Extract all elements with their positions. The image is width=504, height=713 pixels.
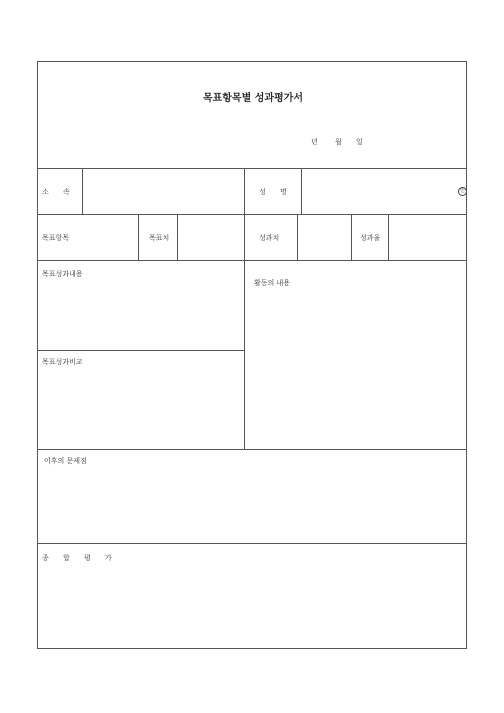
divider-v-goal-value [177,214,178,260]
divider-v-affiliation-value [244,168,245,214]
divider-v-activity [244,260,245,449]
divider-goal-sections [38,350,244,351]
divider-activity [38,449,466,450]
goal-value-label: 목표치 [149,234,170,242]
divider-header [38,168,466,169]
divider-row2 [38,260,466,261]
goal-compare-label: 목표성과비교 [42,358,83,366]
divider-row1 [38,214,466,215]
divider-v-affiliation [82,168,83,214]
form-title: 목표항목별 성과평가서 [202,93,304,104]
divider-v-result-value-value [297,214,298,260]
goal-content-label: 목표성과내용 [42,270,83,278]
name-label: 성 명 [259,188,293,196]
seal-mark: 인 [458,187,467,196]
overall-evaluation-label: 종 합 평 가 [42,554,118,562]
divider-v-name [301,168,302,214]
result-rate-label: 성과율 [360,234,381,242]
divider-v-goal-item [138,214,139,260]
affiliation-label: 소 속 [42,188,76,196]
date-year-label: 년 [311,138,318,146]
divider-v-result-value [244,214,245,260]
date-day-label: 일 [356,138,363,146]
activity-label: 활동의 내용 [254,279,291,287]
divider-issues [38,543,466,544]
goal-item-label: 목표항목 [42,234,70,242]
evaluation-form [37,61,467,649]
divider-v-result-rate-value [388,214,389,260]
date-month-label: 월 [335,138,342,146]
result-value-label: 성과치 [259,234,280,242]
future-issues-label: 이후의 문제점 [44,457,87,465]
divider-v-result-rate [351,214,352,260]
